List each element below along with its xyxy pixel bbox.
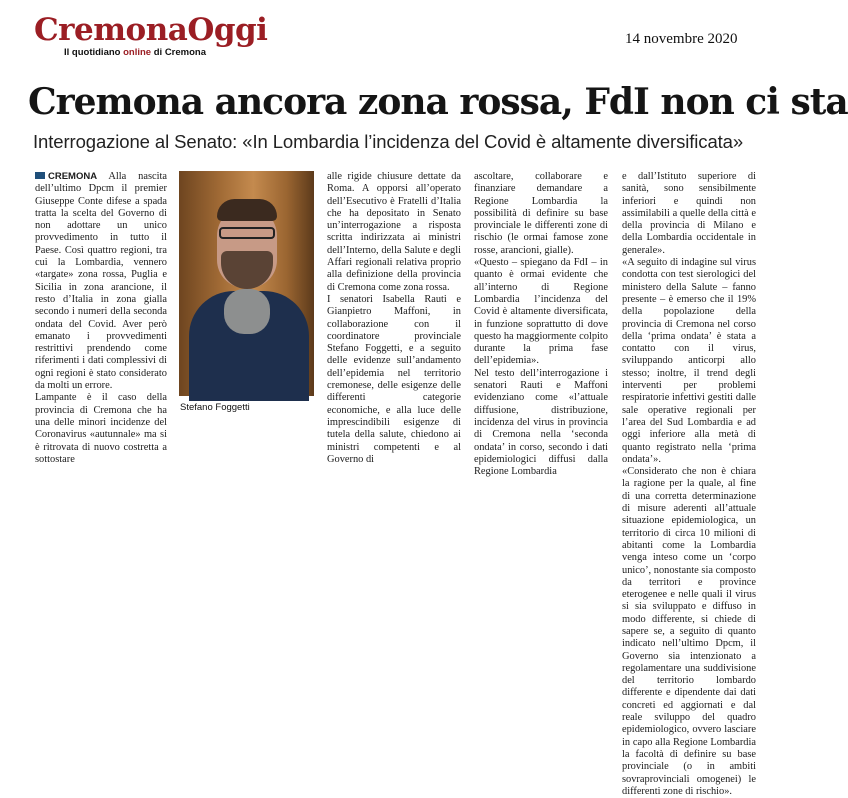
paragraph: alle rigide chiusure dettate da Roma. A opporsi all’operato dell’Esecutivo è Fratelli d’Italia che ha depositato in Senato un’interrogazione a risposta scritta indirizzata ai ministri dell’Interno, della Salute e degli Affari regionali relativa proprio alla definizione della provincia di Cremona come zona rossa. — [327, 171, 461, 293]
dateline: CREMONA — [35, 171, 97, 182]
tagline-post: di Cremona — [151, 47, 206, 58]
paragraph-text: Alla nascita dell’ultimo Dpcm il premier Giuseppe Conte difese a spada tratta la scelta del Governo di non adottare un unico provvedimento in tutto il Paese. Così quattro regioni, tra cui la Lombardia, vennero «targate» zona rossa, Puglia e Sicilia in zona arancione, il resto d’Italia in zona gialla secondo i numeri della seconda ondata del Covid. Aver però emanato i provvedimenti restrittivi prendendo come riferimenti i dati complessivi di ogni regioni è stato considerato da molti un errore. — [35, 171, 167, 392]
tagline-online: online — [123, 47, 152, 58]
paragraph: Nel testo dell’interrogazione i senatori Rauti e Maffoni evidenziano come «l’attuale diffusione, distribuzione, incidenza del virus in provincia di Cremona nella ‘seconda ondata’ in corso, secondo i dati epidemiologici diffusi dalla Regione Lombardia — [474, 367, 608, 478]
logo-tagline — [64, 47, 264, 58]
newspaper-logo — [34, 12, 268, 58]
article-headline: Cremona ancora zona rossa, FdI non ci sta — [28, 81, 848, 123]
paragraph: ascoltare, collaborare e finanziare demandare a Regione Lombardia la possibilità di definire su base provinciale le differenti zone di rischio (le ormai famose zone rosse, arancioni, gialle). — [474, 171, 608, 256]
photo-caption: Stefano Foggetti — [180, 402, 250, 413]
logo-title: CremonaOggi — [34, 12, 268, 48]
paragraph: «Considerato che non è chiara la ragione per la quale, al fine di una corretta determinazione di misure aderenti all’attuale situazione epidemiologica, un territorio di circa 10 milioni di abitanti come la Lombardia venga inteso come un ‘corpo unico’, nonostante sia composto da territori e province eterogenee e nelle quali il virus si sia sviluppato e diffuso in modo differente, si chiede di sapere se, a seguito di quanto indicato nell’ultimo Dpcm, il Governo sia intenzionato a regolamentare una suddivisione del territorio lombardo differente e dipendente dai dati concreti ed aggiornati e dal reale sviluppo del quadro epidemiologico, ovvero lasciare in capo alla Regione Lombardia la facoltà di definire su base provinciale (o in ambiti sovraprovinciali omogenei) le differenti zone di rischio». — [622, 466, 756, 797]
paragraph: «A seguito di indagine sul virus condotta con test sierologici del ministero della Salute – fanno presente – è emerso che il 19% della popolazione della provincia di Cremona nel corso della ‘prima ondata’ è stata a contatto con il virus, sviluppando anticorpi allo stesso; inoltre, il trend degli interventi per problemi respiratorie infettivi gestiti dalle sale operative regionali per l’area del Sud Lombardia e ad oggi inferiore alla metà di quanto registrato nella ‘prima ondata’». — [622, 257, 756, 465]
portrait-photo — [179, 171, 314, 396]
article-subheadline: Interrogazione al Senato: «In Lombardia l’incidenza del Covid è altamente diversificata» — [33, 131, 744, 152]
article-column-5 — [622, 171, 756, 797]
article-column-1 — [35, 171, 167, 465]
photo-glasses — [219, 227, 275, 239]
paragraph: Lampante è il caso della provincia di Cremona che ha una delle minori incidenze del Coronavirus «autunnale» ma si è ritrovata di nuovo costretta a sottostare — [35, 392, 167, 465]
photo-scarf — [224, 289, 270, 334]
article-column-3 — [327, 171, 461, 465]
publication-date: 14 novembre 2020 — [625, 31, 738, 47]
paragraph: «Questo – spiegano da FdI – in quanto è ormai evidente che all’interno di Regione Lombardia l’incidenza del Covid è altamente diversificata, in funzione soprattutto di dove questo ha maggiormente colpito durante la prima fase dell’epidemia». — [474, 257, 608, 367]
tagline-pre: Il quotidiano — [64, 47, 124, 58]
paragraph: e dall’Istituto superiore di sanità, sono sensibilmente inferiori e quindi non assimilabili a quelle della città e della provincia di Milano e della Lombardia occidentale in generale». — [622, 171, 756, 256]
photo-hair — [217, 199, 277, 221]
paragraph — [35, 171, 167, 392]
paragraph: I senatori Isabella Rauti e Gianpietro Maffoni, in collaborazione con il coordinatore provinciale Stefano Foggetti, e a seguito delle evidenze sull’andamento dell’epidemia nel territorio cremonese, delle esigenze delle differenti categorie economiche, e alla luce delle imprescindibili esigenze di tutela della salute, chiedono ai ministri competenti e al Governo di — [327, 293, 461, 465]
article-column-4 — [474, 171, 608, 478]
